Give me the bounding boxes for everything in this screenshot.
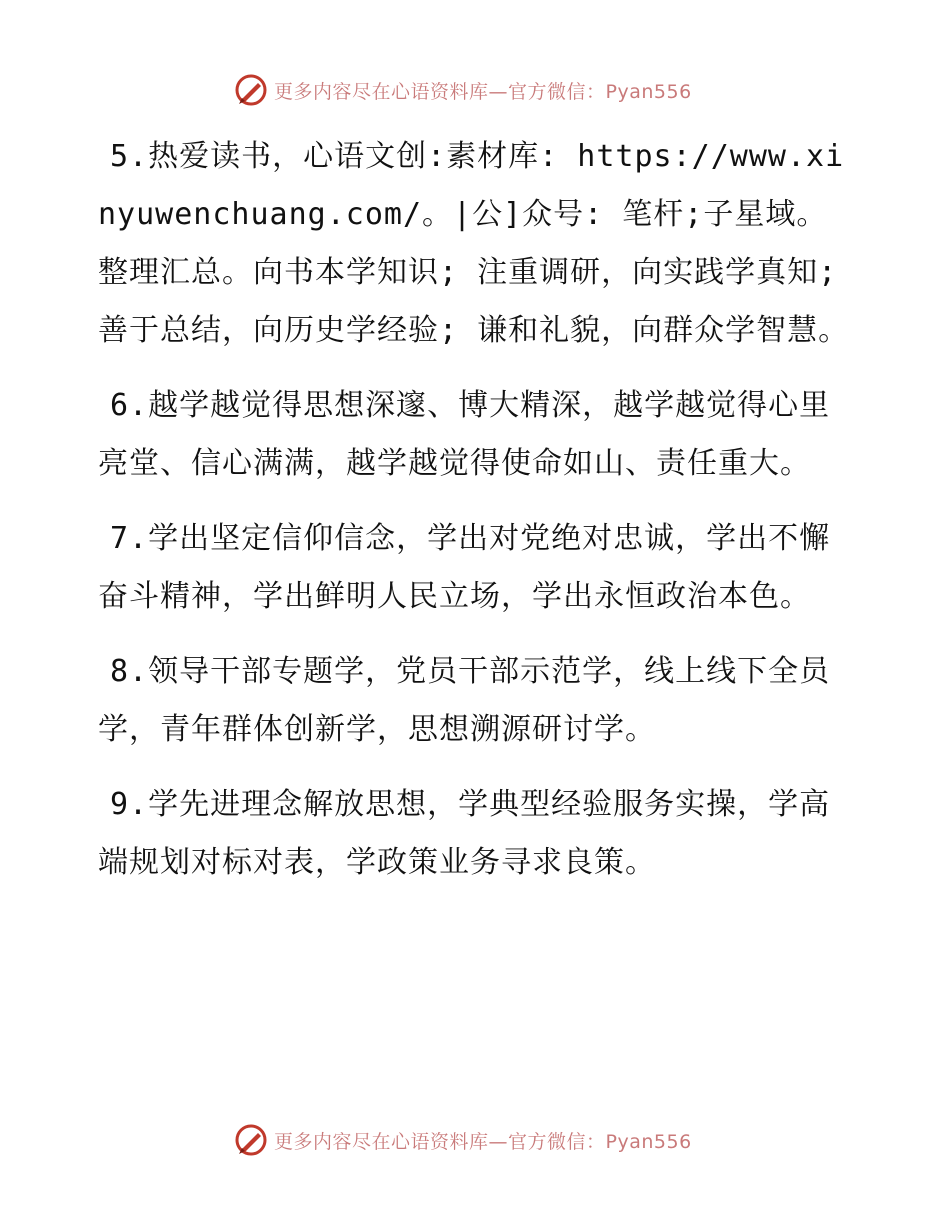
paragraph-8: 8.领导干部专题学，党员干部示范学，线上线下全员学，青年群体创新学，思想溯源研讨学。 [98, 654, 831, 747]
paragraph-5: 5.热爱读书，心语文创:素材库: https://www.xinyuwenchuang.com/。|公]众号: 笔杆;子星域。整理汇总。向书本学知识; 注重调研，向实践学真知; 善于总结，向历史学经验; 谦和礼貌，向群众学智慧。 [98, 139, 850, 348]
document-body [98, 128, 858, 909]
paragraph-9: 9.学先进理念解放思想，学典型经验服务实操，学高端规划对标对表，学政策业务寻求良策。 [98, 787, 831, 880]
header-banner-text: 更多内容尽在心语资料库—官方微信：Pyan556 [274, 80, 692, 103]
paragraph-6: 6.越学越觉得思想深邃、博大精深，越学越觉得心里亮堂、信心满满，越学越觉得使命如山、责任重大。 [98, 388, 831, 481]
footer-banner [234, 1122, 692, 1158]
footer-banner-text: 更多内容尽在心语资料库—官方微信：Pyan556 [274, 1130, 692, 1153]
paragraph-7: 7.学出坚定信仰信念，学出对党绝对忠诚，学出不懈奋斗精神，学出鲜明人民立场，学出永恒政治本色。 [98, 521, 831, 614]
pen-logo-icon [234, 1123, 268, 1157]
header-banner [234, 72, 692, 108]
pen-logo-icon [234, 73, 268, 107]
